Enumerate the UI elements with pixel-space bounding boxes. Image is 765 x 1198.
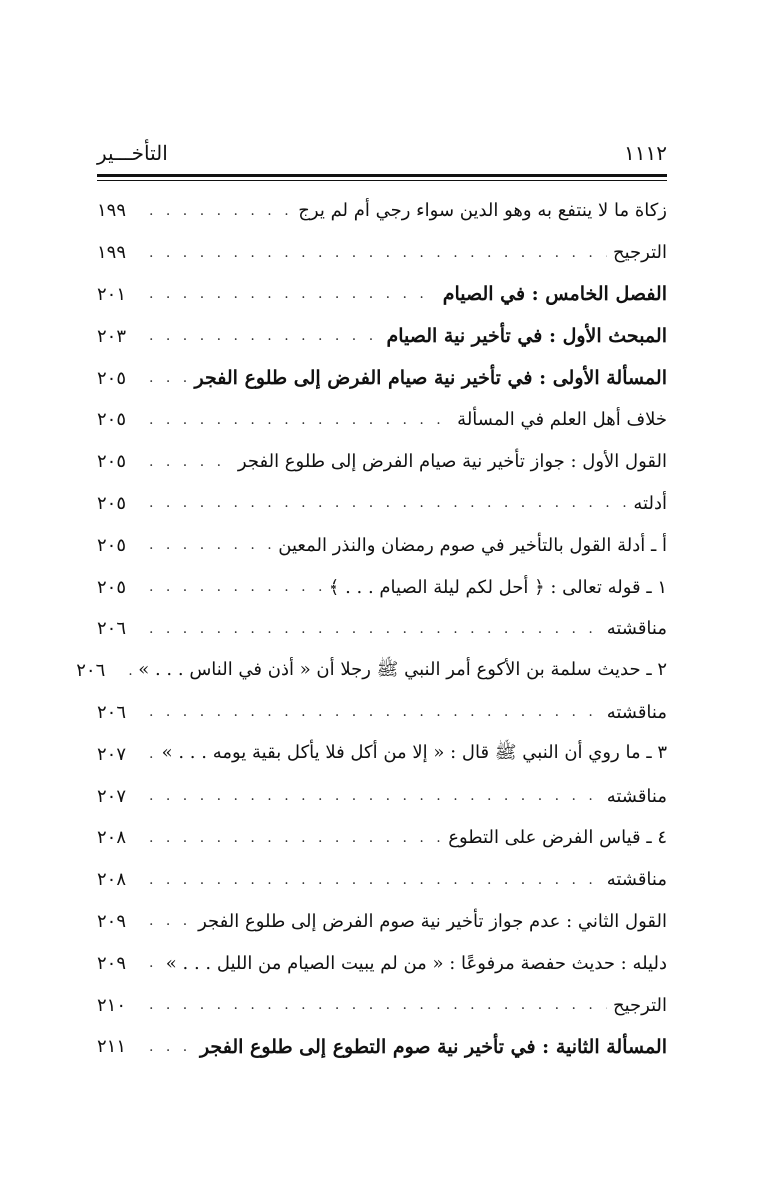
toc-entry-title: ٢ ـ حديث سلمة بن الأكوع أمر النبي ﷺ رجلا أن « أذن في الناس . . . »: [138, 658, 667, 680]
dot-leader: [145, 788, 601, 804]
toc-entry: [97, 942, 667, 984]
toc-entry-title: خلاف أهل العلم في المسألة: [457, 409, 667, 431]
dot-leader: [145, 1039, 194, 1055]
toc-entry-page: ١٩٩: [97, 200, 127, 222]
toc-entry-title: ١ ـ قوله تعالى : ﴿ أحل لكم ليلة الصيام . . . ﴾: [328, 576, 667, 598]
toc-entry: [97, 357, 667, 399]
toc-entry: [97, 483, 667, 525]
toc-entry: [97, 274, 667, 316]
toc-entry-page: ٢٠٩: [97, 910, 127, 932]
toc-entry-page: ٢٠٥: [97, 576, 127, 598]
dot-leader: [145, 830, 442, 846]
toc-entry: [97, 984, 667, 1026]
toc-entry-page: ٢٠٨: [97, 827, 127, 849]
toc-entry-title: ٤ ـ قياس الفرض على التطوع: [448, 827, 667, 849]
toc-entry-title: مناقشته: [606, 869, 667, 891]
toc-entry-page: ٢٠٣: [97, 325, 127, 347]
toc-entry: [97, 315, 667, 357]
toc-entry-title: المبحث الأول : في تأخير نية الصيام: [386, 325, 667, 348]
toc-entry-page: ٢٠٦: [97, 618, 127, 640]
toc-entry-title: دليله : حديث حفصة مرفوعًا : « من لم يبيت الصيام من الليل . . . »: [165, 952, 667, 974]
dot-leader: [145, 495, 627, 511]
dot-leader: [124, 663, 132, 679]
dot-leader: [145, 913, 192, 929]
toc-entry: [97, 733, 667, 775]
toc-entry-page: ٢٠٥: [97, 451, 127, 473]
toc-entry-page: ٢٠٦: [97, 701, 127, 723]
toc-entry-title: الترجيح: [612, 242, 667, 264]
toc-entry-title: أ ـ أدلة القول بالتأخير في صوم رمضان والنذر المعين: [278, 534, 667, 556]
dot-leader: [145, 872, 601, 888]
toc-entry-title: الفصل الخامس : في الصيام: [442, 283, 667, 306]
toc-entry-page: ٢٠٦: [76, 660, 106, 682]
header-rule-thick: [97, 174, 667, 177]
toc-entry-title: القول الأول : جواز تأخير نية صيام الفرض إلى طلوع الفجر: [237, 451, 667, 473]
toc-entry-page: ٢٠٩: [97, 952, 127, 974]
toc-entry: [97, 1026, 667, 1068]
toc-entry-page: ١٩٩: [97, 242, 127, 264]
toc-entry: [97, 399, 667, 441]
toc-entry: [97, 524, 667, 566]
dot-leader: [145, 370, 189, 386]
toc-entry-page: ٢١٠: [97, 994, 127, 1016]
toc-entry-title: مناقشته: [606, 701, 667, 723]
toc-entry-page: ٢١١: [97, 1036, 127, 1058]
dot-leader: [145, 537, 272, 553]
dot-leader: [145, 997, 607, 1013]
page-number: ١١١٢: [624, 141, 667, 165]
toc-entry-page: ٢٠٨: [97, 869, 127, 891]
dot-leader: [145, 245, 607, 261]
toc-entry-title: زكاة ما لا ينتفع به وهو الدين سواء رجي أم لم يرج: [298, 200, 667, 222]
toc-entry: [76, 650, 667, 692]
header-rule-thin: [97, 180, 667, 181]
dot-leader: [145, 203, 292, 219]
dot-leader: [145, 621, 601, 637]
toc-entry-title: مناقشته: [606, 618, 667, 640]
toc-entry-title: المسألة الأولى : في تأخير نية صيام الفرض إلى طلوع الفجر: [194, 367, 667, 390]
toc-entry-title: مناقشته: [606, 785, 667, 807]
toc-entry-page: ٢٠٥: [97, 492, 127, 514]
dot-leader: [145, 955, 160, 971]
toc-entry: [97, 608, 667, 650]
dot-leader: [145, 704, 601, 720]
dot-leader: [145, 746, 156, 762]
toc-entry: [97, 775, 667, 817]
toc-entry-title: أدلته: [633, 492, 667, 514]
toc-entry-page: ٢٠١: [97, 283, 127, 305]
toc-entry: [97, 817, 667, 859]
toc-entry-page: ٢٠٥: [97, 409, 127, 431]
toc-entry-page: ٢٠٥: [97, 367, 127, 389]
toc-entry: [97, 566, 667, 608]
toc-entry: [97, 692, 667, 734]
toc-entry: [97, 232, 667, 274]
toc-entry-title: الترجيح: [612, 994, 667, 1016]
toc-entry: [97, 901, 667, 943]
toc-entry: [97, 441, 667, 483]
toc-entry: [97, 859, 667, 901]
dot-leader: [145, 286, 437, 302]
table-of-contents: [76, 190, 667, 1068]
toc-entry-page: ٢٠٥: [97, 534, 127, 556]
dot-leader: [145, 454, 232, 470]
dot-leader: [145, 412, 451, 428]
toc-entry-title: ٣ ـ ما روي أن النبي ﷺ قال : « إلا من أكل فلا يأكل بقية يومه . . . »: [161, 742, 667, 764]
toc-entry-page: ٢٠٧: [97, 743, 127, 765]
dot-leader: [145, 579, 323, 595]
page-header: [97, 138, 667, 168]
dot-leader: [145, 328, 380, 344]
toc-entry-page: ٢٠٧: [97, 785, 127, 807]
running-title: التأخـــير: [97, 141, 168, 165]
toc-entry: [97, 190, 667, 232]
toc-entry-title: القول الثاني : عدم جواز تأخير نية صوم الفرض إلى طلوع الفجر: [198, 910, 667, 932]
toc-entry-title: المسألة الثانية : في تأخير نية صوم التطوع إلى طلوع الفجر: [199, 1035, 667, 1058]
